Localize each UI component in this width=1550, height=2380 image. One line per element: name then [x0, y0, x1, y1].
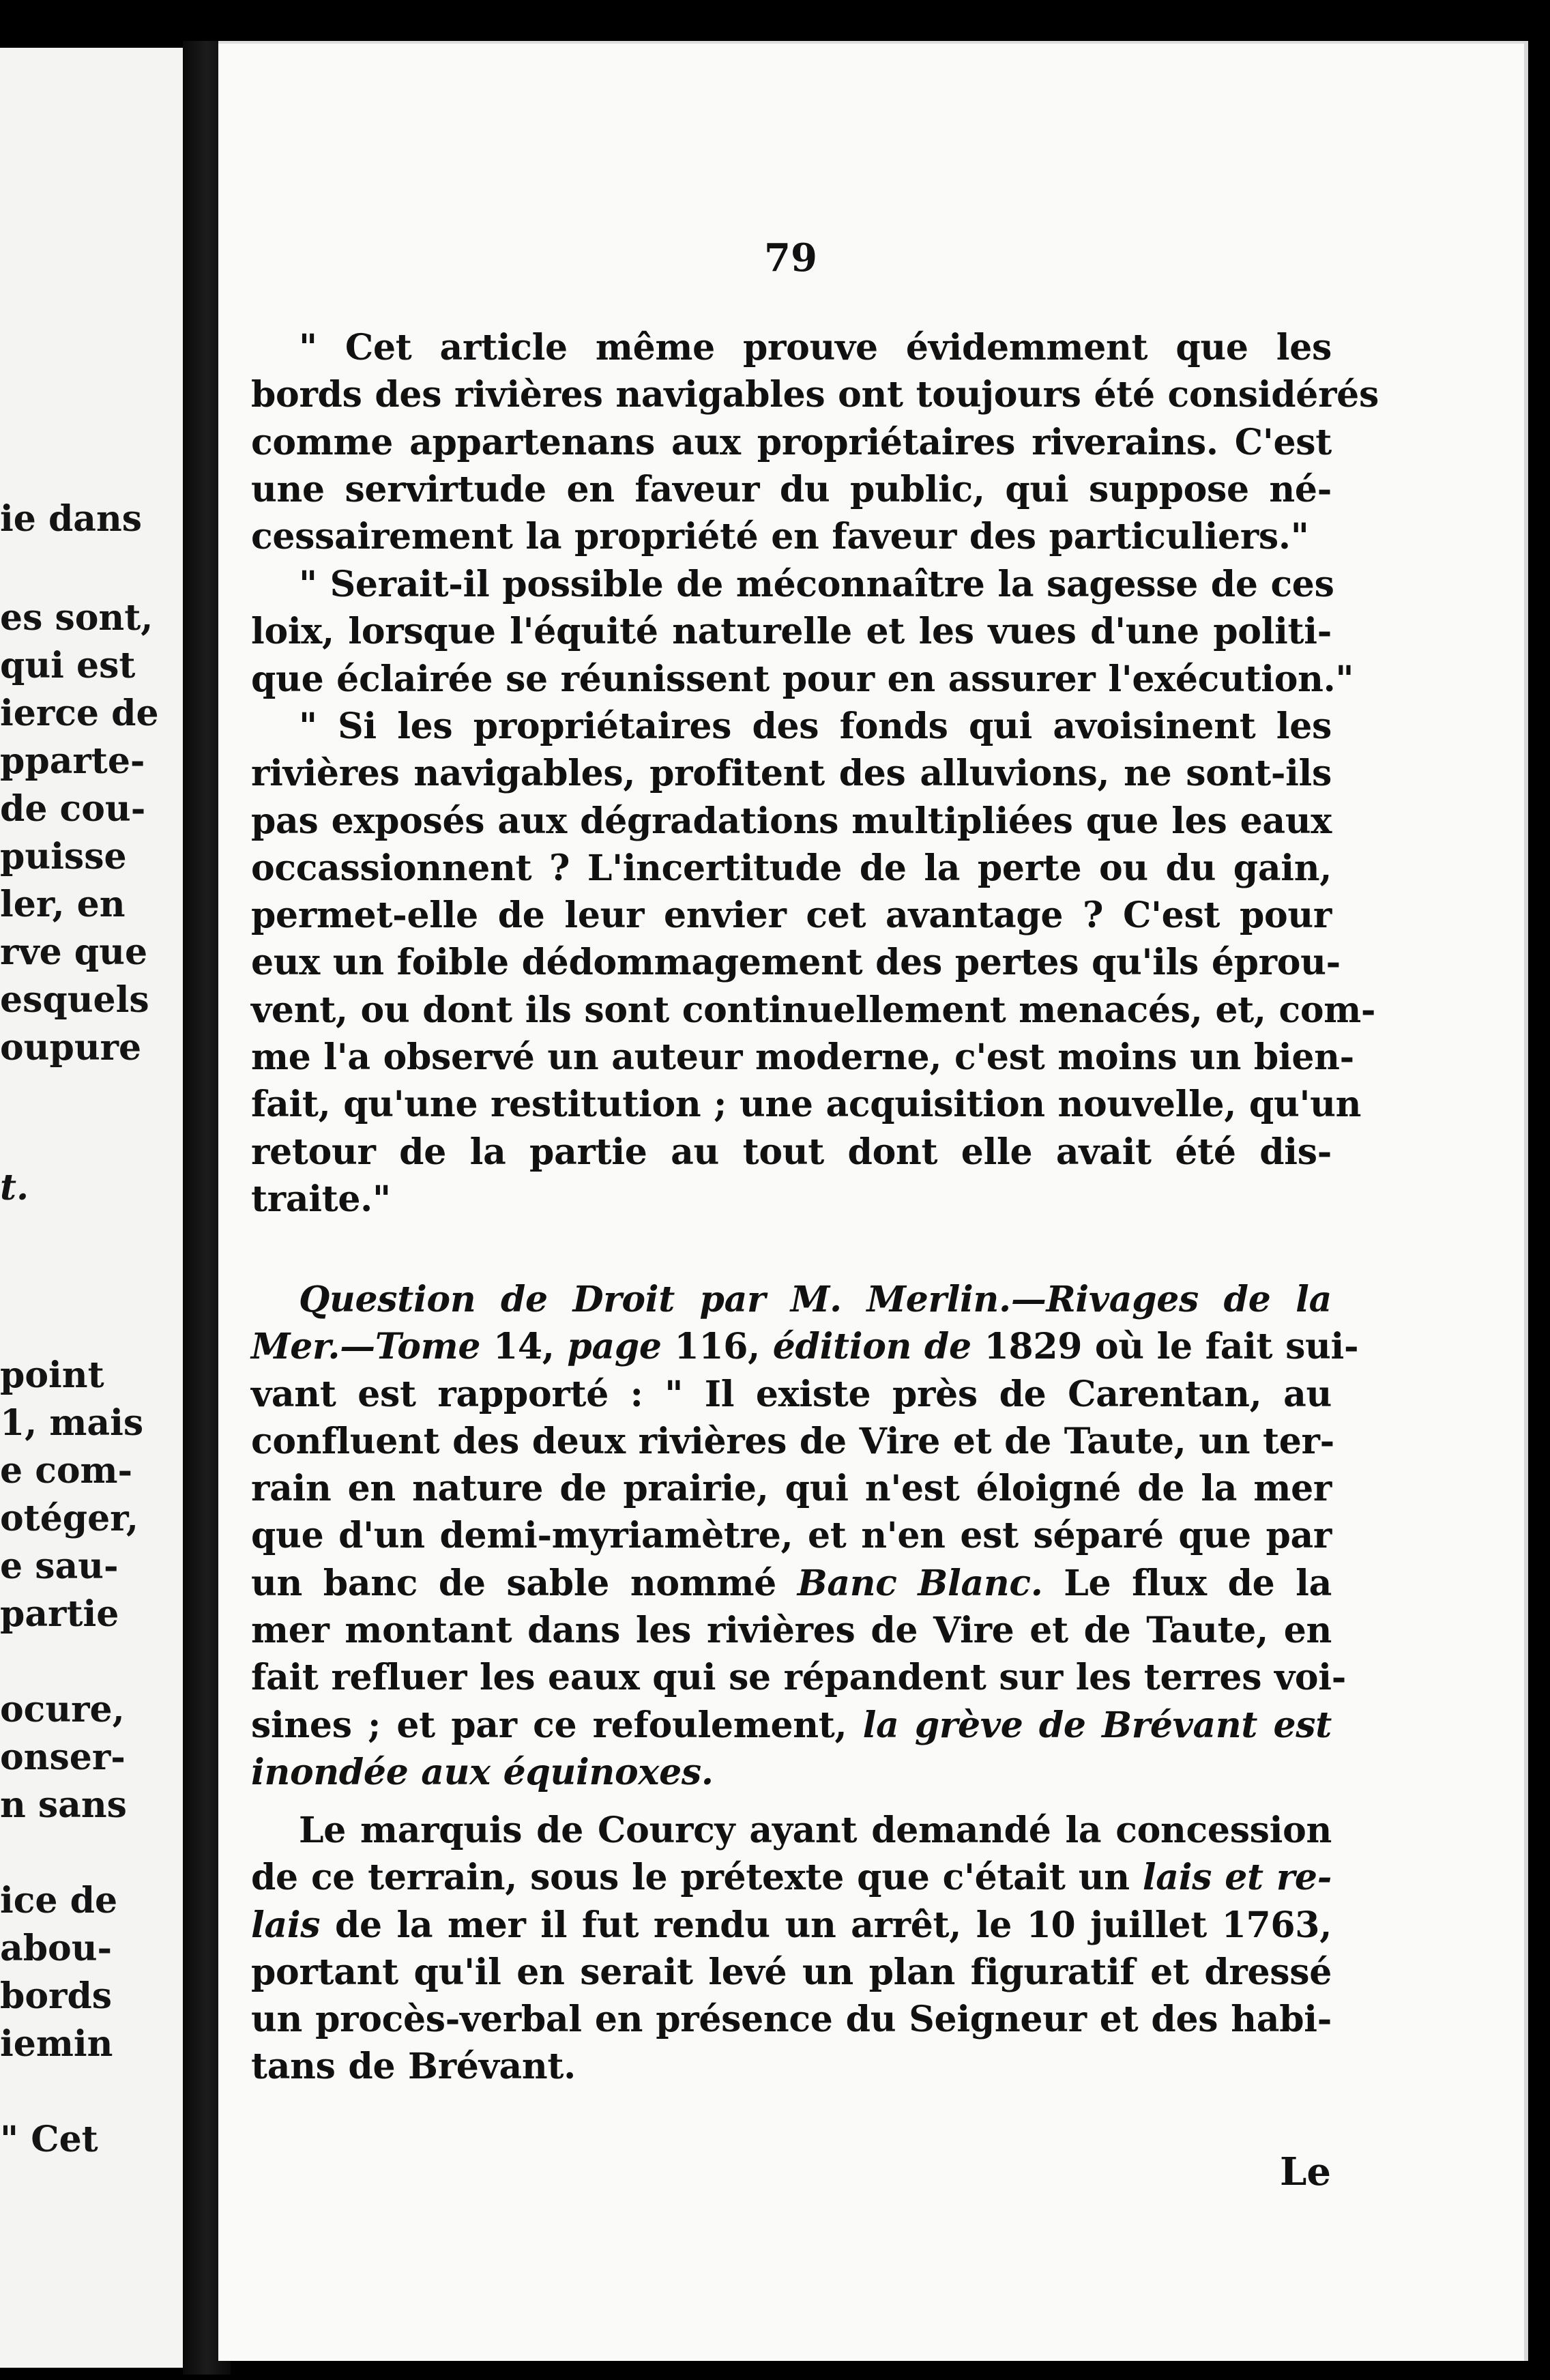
- text-run: sines ; et par ce refoulement,: [251, 1704, 863, 1746]
- text-line: eux un foible dédommagement des pertes qu'ils éprou-: [251, 942, 1341, 984]
- text-line: pas exposés aux dégradations multipliées que les eaux: [251, 800, 1332, 842]
- text-line: [251, 1276, 1332, 1323]
- text-run: Le flux de la: [1042, 1562, 1332, 1604]
- left-line: otéger,: [0, 1498, 138, 1539]
- left-line: onser-: [0, 1737, 126, 1778]
- text-line: retour de la partie au tout dont elle avait été dis-: [251, 1131, 1332, 1173]
- text-line: traite.": [251, 1178, 391, 1220]
- left-line: n sans: [0, 1784, 127, 1826]
- italic-text: la grève de Brévant est: [862, 1704, 1332, 1746]
- left-line: e com-: [0, 1450, 133, 1492]
- left-line: esquels: [0, 979, 149, 1021]
- left-line: pparte-: [0, 740, 145, 782]
- text-line: loix, lorsque l'équité naturelle et les vues d'une politi-: [251, 611, 1332, 653]
- left-line: partie: [0, 1593, 119, 1635]
- catchword: Le: [1280, 2149, 1332, 2194]
- text-line: que d'un demi-myriamètre, et n'en est séparé que par: [251, 1515, 1332, 1557]
- text-line: [251, 1854, 1332, 1901]
- left-line: de cou-: [0, 788, 146, 830]
- citation-title: Question de Droit par M. Merlin.—Rivages de la: [299, 1279, 1332, 1320]
- text-line: confluent des deux rivières de Vire et de Taute, un ter-: [251, 1420, 1334, 1462]
- paragraph-3: [251, 703, 1376, 1223]
- text-line: [251, 1902, 1332, 1949]
- text-line: cessairement la propriété en faveur des particuliers.": [251, 516, 1309, 558]
- text-run: 116,: [661, 1326, 773, 1368]
- text-line: vant est rapporté : " Il existe près de Carentan, au: [251, 1373, 1332, 1415]
- italic-text: inondée aux équinoxes.: [251, 1751, 714, 1793]
- left-line: oupure: [0, 1027, 142, 1069]
- left-line: point: [0, 1354, 104, 1396]
- text-run: de ce terrain, sous le prétexte que c'était un: [251, 1857, 1143, 1899]
- text-line: mer montant dans les rivières de Vire et de Taute, en: [251, 1610, 1332, 1652]
- left-line: ler, en: [0, 884, 126, 925]
- text-line: me l'a observé un auteur moderne, c'est moins un bien-: [251, 1036, 1354, 1079]
- left-line: 1, mais: [0, 1402, 144, 1444]
- text-line: [251, 1323, 1359, 1370]
- text-line: [251, 1749, 1332, 1796]
- left-line: ie dans: [0, 498, 143, 540]
- left-line: iemin: [0, 2023, 113, 2065]
- paragraph-5: [251, 1807, 1332, 2091]
- left-line: es sont,: [0, 597, 153, 639]
- previous-page-fragment: [0, 48, 183, 2368]
- left-line: e sau-: [0, 1545, 119, 1587]
- text-line: tans de Brévant.: [251, 2046, 576, 2088]
- text-line: fait refluer les eaux qui se répandent sur les terres voi-: [251, 1657, 1347, 1699]
- left-line: " Cet: [0, 2119, 98, 2160]
- text-run: de la mer il fut rendu un arrêt, le 10 juillet 1763,: [320, 1904, 1332, 1946]
- page-edge: [1528, 55, 1550, 2375]
- left-line: abou-: [0, 1928, 113, 1969]
- text-line: " Cet article même prouve évidemment que les: [299, 327, 1332, 368]
- paragraph-1: [251, 324, 1379, 560]
- text-line: rivières navigables, profitent des alluvions, ne sont-ils: [251, 753, 1332, 795]
- paragraph-4: [251, 1276, 1359, 1796]
- left-line: rve que: [0, 931, 148, 973]
- left-line: bords: [0, 1975, 113, 2017]
- paragraph-2: [251, 561, 1354, 703]
- text-line: [251, 1560, 1332, 1607]
- page-number: 79: [764, 235, 817, 280]
- left-line: puisse: [0, 836, 127, 877]
- text-line: " Si les propriétaires des fonds qui avoisinent les: [299, 706, 1332, 747]
- text-line: rain en nature de prairie, qui n'est éloigné de la mer: [251, 1468, 1332, 1510]
- left-line: t.: [0, 1167, 29, 1208]
- text-line: fait, qu'une restitution ; une acquisition nouvelle, qu'un: [251, 1084, 1362, 1126]
- text-line: une servirtude en faveur du public, qui suppose né-: [251, 468, 1332, 510]
- text-run: 14,: [480, 1326, 568, 1368]
- left-line: ierce de: [0, 693, 159, 734]
- italic-text: Banc Blanc.: [797, 1562, 1043, 1604]
- text-run: 1829 où le fait sui-: [971, 1326, 1359, 1368]
- left-line: ice de: [0, 1880, 118, 1921]
- italic-text: édition de: [772, 1326, 971, 1368]
- text-line: portant qu'il en serait levé un plan figuratif et dressé: [251, 1951, 1332, 1993]
- italic-text: page: [567, 1326, 662, 1368]
- text-line: que éclairée se réunissent pour en assurer l'exécution.": [251, 658, 1354, 700]
- text-line: comme appartenans aux propriétaires riverains. C'est: [251, 421, 1332, 463]
- italic-text: lais: [251, 1904, 321, 1946]
- left-line: ocure,: [0, 1689, 125, 1730]
- text-line: bords des rivières navigables ont toujours été considérés: [251, 374, 1379, 416]
- text-line: un procès-verbal en présence du Seigneur et des habi-: [251, 1999, 1332, 2041]
- text-line: [251, 1702, 1332, 1749]
- left-line: qui est: [0, 645, 136, 686]
- text-run: un banc de sable nommé: [251, 1562, 798, 1604]
- italic-text: lais et re-: [1142, 1857, 1332, 1899]
- text-line: permet-elle de leur envier cet avantage ? C'est pour: [251, 895, 1332, 937]
- italic-text: Mer.—Tome: [251, 1326, 481, 1368]
- text-line: vent, ou dont ils sont continuellement menacés, et, com-: [251, 989, 1376, 1031]
- text-line: Le marquis de Courcy ayant demandé la concession: [299, 1810, 1332, 1851]
- text-line: occassionnent ? L'incertitude de la perte ou du gain,: [251, 847, 1332, 889]
- text-line: " Serait-il possible de méconnaître la sagesse de ces: [299, 564, 1334, 605]
